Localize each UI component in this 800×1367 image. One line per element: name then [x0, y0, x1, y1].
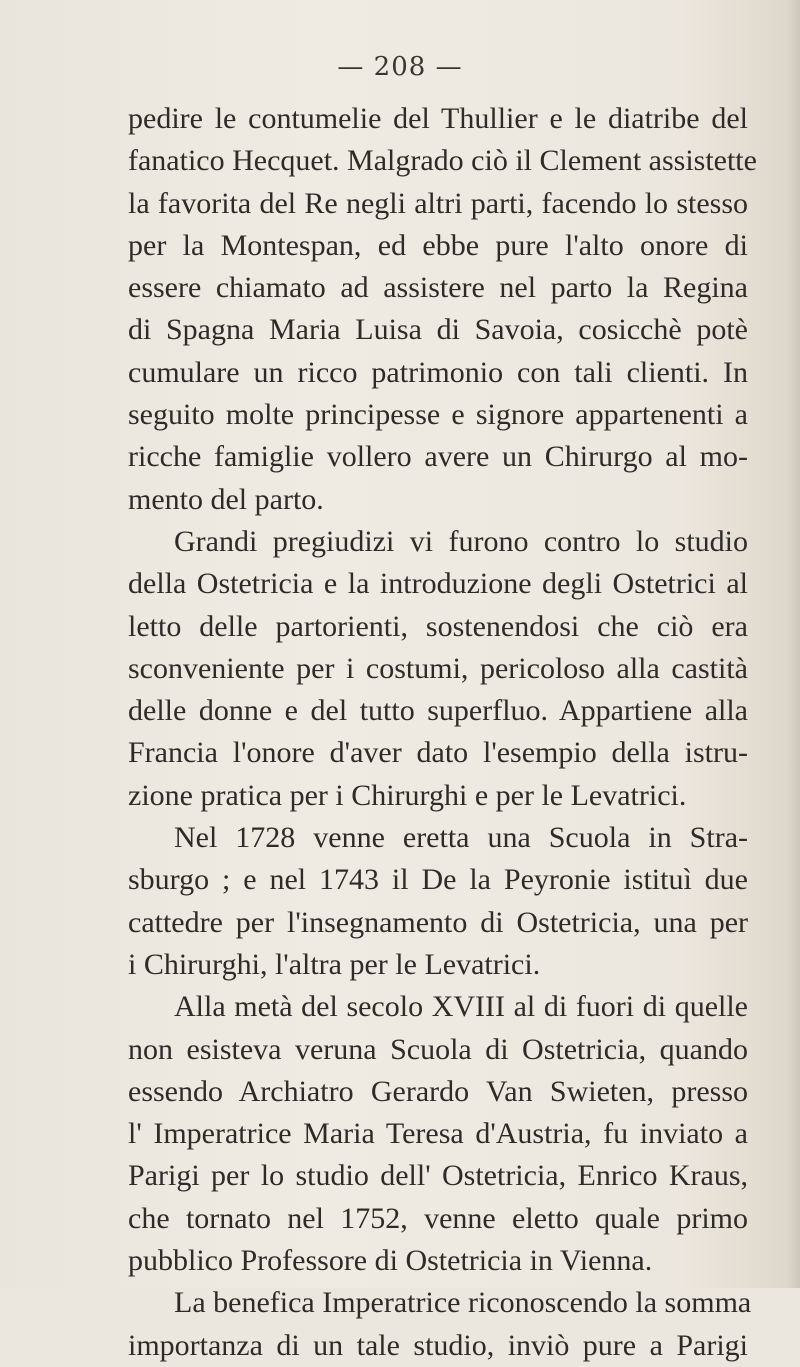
text-line: Nel 1728 venne eretta una Scuola in Stra- — [174, 821, 748, 855]
text-line: La benefica Imperatrice riconoscendo la somma — [174, 1286, 752, 1320]
text-line: ricche famiglie vollero avere un Chirurgo al mo- — [128, 440, 748, 474]
text-line: pedire le contumelie del Thullier e le diatribe del — [128, 102, 748, 135]
text-line: cumulare un ricco patrimonio con tali clienti. In — [128, 355, 748, 389]
text-line: sconveniente per i costumi, pericoloso alla castità — [128, 651, 748, 685]
text-line: Grandi pregiudizi vi furono contro lo studio — [174, 524, 748, 558]
paragraph — [128, 817, 748, 986]
text-line: la favorita del Re negli altri parti, facendo lo stesso — [128, 186, 748, 220]
text-line: delle donne e del tutto superfluo. Appartiene alla — [128, 694, 748, 728]
page-edge-shadow — [786, 0, 800, 1288]
text-line: Alla metà del secolo XVIII al di fuori di quelle — [174, 990, 748, 1024]
text-line: Parigi per lo studio dell' Ostetricia, Enrico Kraus, — [128, 1159, 748, 1193]
body-text — [128, 98, 757, 1367]
text-line: della Ostetricia e la introduzione degli Ostetrici al — [128, 567, 748, 601]
paragraph — [128, 521, 748, 817]
paragraph — [128, 1282, 752, 1367]
text-line: di Spagna Maria Luisa di Savoia, cosicchè potè — [128, 313, 748, 347]
text-line: cattedre per l'insegnamento di Ostetricia, una per — [128, 905, 748, 939]
text-line: fanatico Hecquet. Malgrado ciò il Clement assistette — [128, 144, 757, 178]
text-line: sburgo ; e nel 1743 il De la Peyronie istituì due — [128, 863, 748, 897]
text-line: zione pratica per i Chirurghi e per le Levatrici. — [128, 778, 687, 812]
page-number: — 208 — — [337, 52, 463, 82]
text-line: letto delle partorienti, sostenendosi che ciò era — [128, 609, 748, 643]
paragraph — [128, 98, 757, 521]
text-line: essere chiamato ad assistere nel parto la Regina — [128, 271, 748, 305]
text-line: i Chirurghi, l'altra per le Levatrici. — [128, 947, 541, 981]
text-line: importanza di un tale studio, inviò pure a Parigi — [128, 1328, 748, 1362]
text-line: non esisteva veruna Scuola di Ostetricia, quando — [128, 1032, 748, 1066]
text-line: per la Montespan, ed ebbe pure l'alto onore di — [128, 228, 748, 262]
text-line: Francia l'onore d'aver dato l'esempio della istru- — [128, 736, 748, 770]
text-line: mento del parto. — [128, 482, 324, 516]
text-line: che tornato nel 1752, venne eletto quale primo — [128, 1201, 748, 1235]
text-line: pubblico Professore di Ostetricia in Vienna. — [128, 1244, 653, 1278]
text-line: essendo Archiatro Gerardo Van Swieten, presso — [128, 1074, 748, 1108]
paragraph — [128, 986, 748, 1282]
text-line: l' Imperatrice Maria Teresa d'Austria, fu inviato a — [128, 1117, 748, 1151]
text-line: seguito molte principesse e signore appartenenti a — [128, 398, 748, 432]
